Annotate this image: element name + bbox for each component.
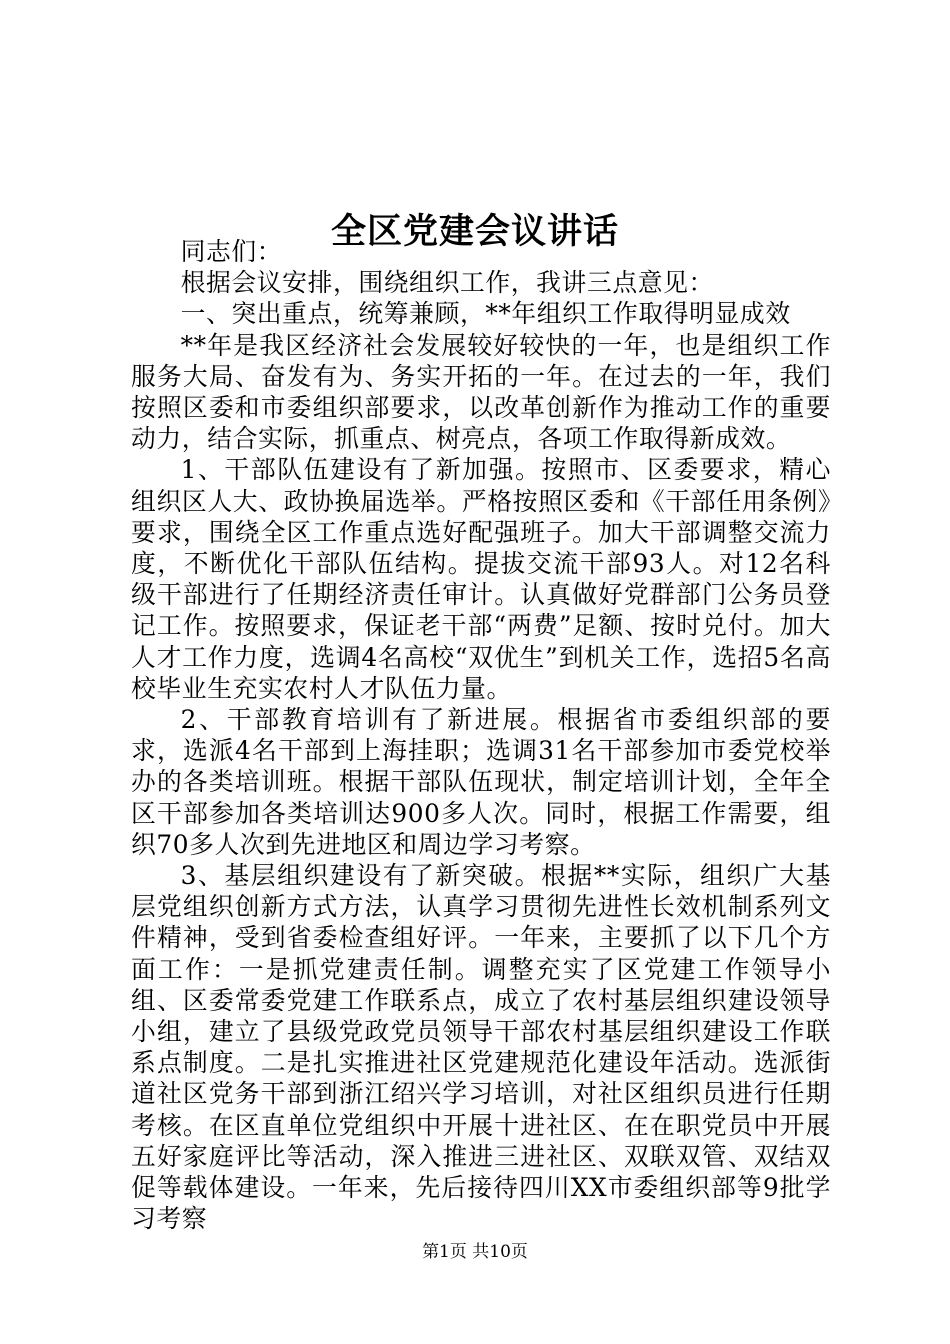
document-title: 全区党建会议讲话 bbox=[330, 211, 619, 253]
body-paragraph: 3、基层组织建设有了新突破。根据**实际，组织广大基层党组织创新方式方法，认真学习贯彻先进性长效机制系列文件精神，受到省委检查组好评。一年来，主要抓了以下几个方面工作：一是抓党建责任制。调整充实了区党建工作领导小组、区委常委党建工作联系点，成立了农村基层组织建设领导小组，建立了县级党政党员领导干部农村基层组织建设工作联系点制度。二是扎实推进社区党建规范化建设年活动。选派街道社区党务干部到浙江绍兴学习培训，对社区组织员进行任期考核。在区直单位党组织中开展十进社区、在在职党员中开展五好家庭评比等活动，深入推进三进社区、双联双管、双结双促等载体建设。一年来，先后接待四川XX市委组织部等9批学习考察 bbox=[131, 861, 831, 1234]
section-heading: 一、突出重点，统筹兼顾，**年组织工作取得明显成效 bbox=[180, 299, 791, 329]
intro-paragraph: 根据会议安排，围绕组织工作，我讲三点意见： bbox=[180, 268, 714, 298]
document-body bbox=[131, 236, 831, 1235]
page-number-footer: 第1页 共10页 bbox=[422, 1242, 528, 1262]
salutation: 同志们： bbox=[180, 237, 283, 266]
body-paragraph: 2、干部教育培训有了新进展。根据省市委组织部的要求，选派4名干部到上海挂职；选调31名干部参加市委党校举办的各类培训班。根据干部队伍现状，制定培训计划，全年全区干部参加各类培训达900多人次。同时，根据工作需要，组织70多人次到先进地区和周边学习考察。 bbox=[131, 705, 831, 859]
body-paragraph: **年是我区经济社会发展较好较快的一年，也是组织工作服务大局、奋发有为、务实开拓的一年。在过去的一年，我们按照区委和市委组织部要求，以改革创新作为推动工作的重要动力，结合实际，抓重点、树亮点，各项工作取得新成效。 bbox=[131, 330, 831, 454]
body-paragraph: 1、干部队伍建设有了新加强。按照市、区委要求，精心组织区人大、政协换届选举。严格按照区委和《干部任用条例》要求，围绕全区工作重点选好配强班子。加大干部调整交流力度，不断优化干部队伍结构。提拔交流干部93人。对12名科级干部进行了任期经济责任审计。认真做好党群部门公务员登记工作。按照要求，保证老干部“两费”足额、按时兑付。加大人才工作力度，选调4名高校“双优生”到机关工作，选招5名高校毕业生充实农村人才队伍力量。 bbox=[131, 455, 831, 703]
